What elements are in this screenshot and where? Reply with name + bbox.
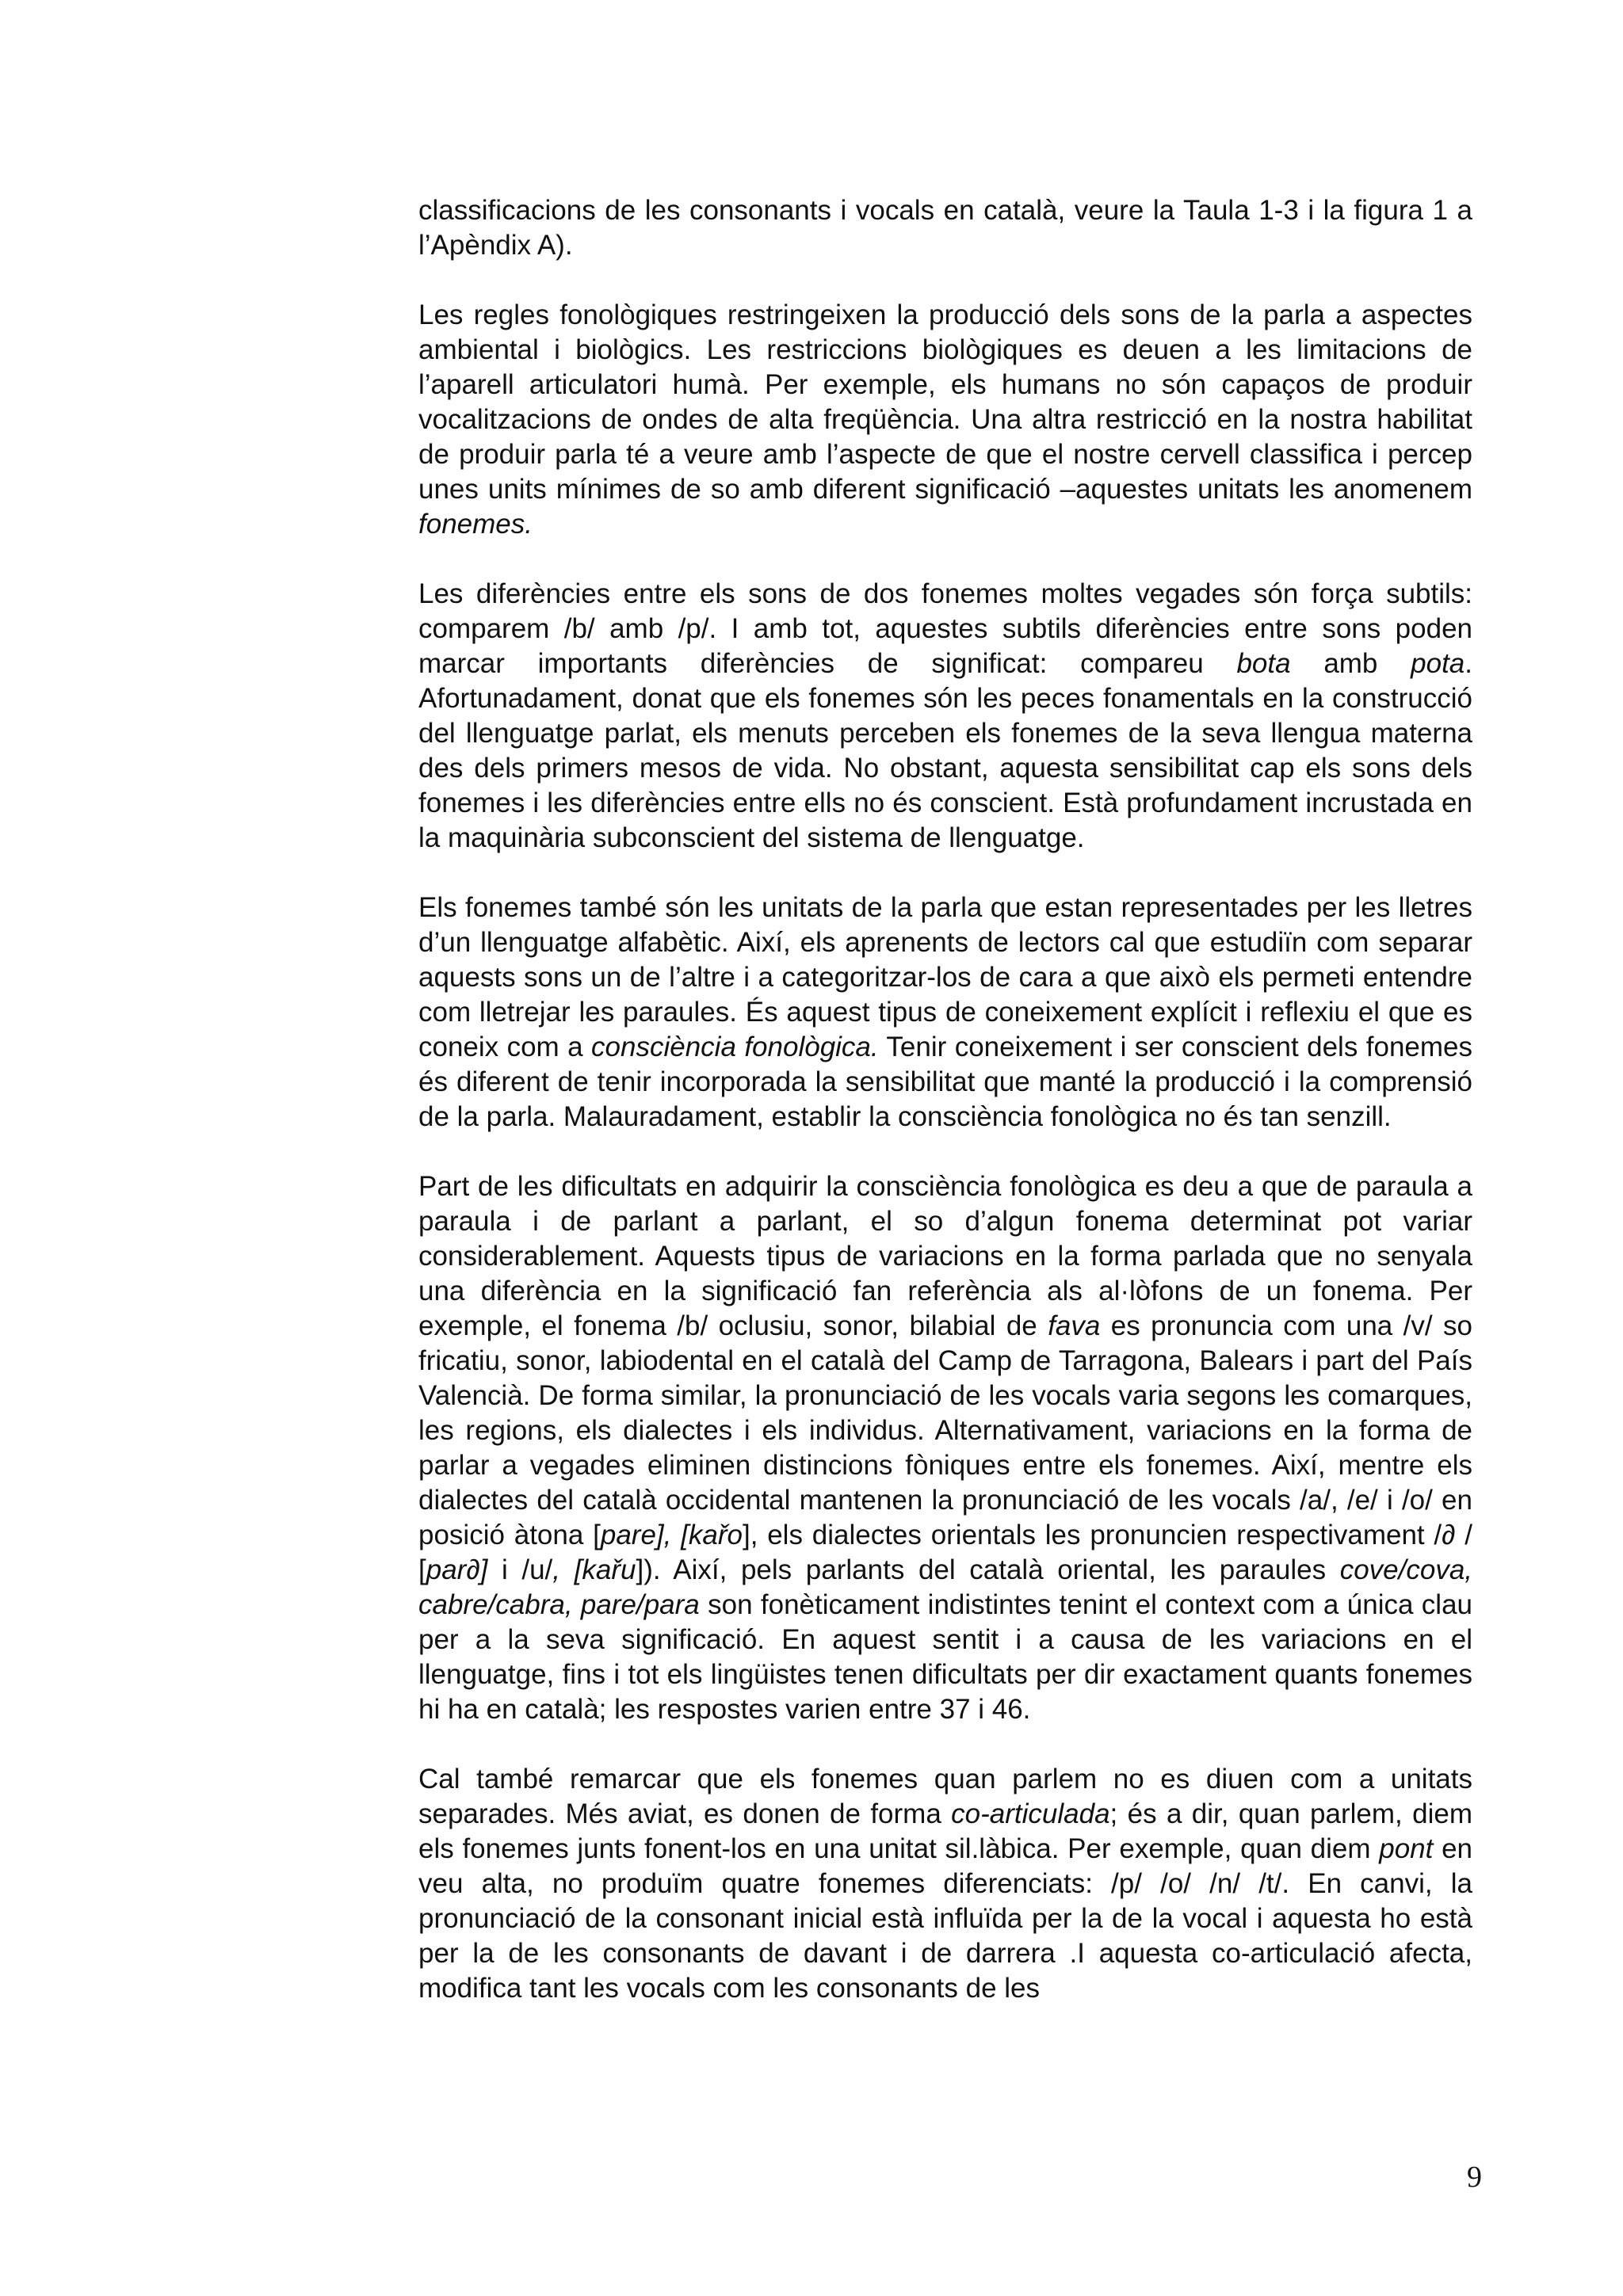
italic-text-run: par∂]: [426, 1554, 488, 1585]
italic-text-run: , [kařu: [552, 1554, 636, 1585]
text-run: es pronuncia com una /v/ so fricatiu, sonor, labiodental en el català del Camp de Tarragona, Balears i part del País Valencià. De forma similar, la pronunciació de les vocals varia segons les comarques, les regions, els dialectes i els individus. Alternativament, variacions en la forma de parlar a vegades eliminen distincions fòniques entre els fonemes. Així, mentre els dialectes del català occidental mantenen la pronunciació de les vocals /a/, /e/ i /o/ en posició àtona [: [418, 1310, 1473, 1550]
paragraph-4: [418, 891, 1472, 1135]
italic-text-run: co-articulada: [951, 1798, 1110, 1829]
paragraph-1: [418, 193, 1472, 263]
text-run: . Afortunadament, donat que els fonemes són les peces fonamentals en la construcció del llenguatge parlat, els menuts perceben els fonemes de la seva llengua materna des dels primers mesos de vida. No obstant, aquesta sensibilitat cap els sons dels fonemes i les diferències entre ells no és conscient. Està profundament incrustada en la maquinària subconscient del sistema de llenguatge.: [418, 648, 1472, 853]
text-run: Part de les dificultats en adquirir la consciència fonològica es deu a que de paraula a paraula i de parlant a parlant, el so d’algun fonema determinat pot variar considerablement. Aquests tipus de variacions en la forma parlada que no senyala una diferència en la significació fan referència als al·lòfons de un fonema. Per exemple, el fonema /b/ oclusiu, sonor, bilabial de: [418, 1171, 1472, 1341]
text-run: Els fonemes també són les unitats de la parla que estan representades per les lletres d’un llenguatge alfabètic. Així, els aprenents de lectors cal que estudiïn com separar aquests sons un de l’altre i a categoritzar-los de cara a que això els permeti entendre com lletrejar les paraules. És aquest tipus de coneixement explícit i reflexiu el que es coneix com a: [418, 892, 1472, 1062]
text-run: Tenir coneixement i ser conscient dels fonemes és diferent de tenir incorporada la sensibilitat que manté la producció i la comprensió de la parla. Malauradament, establir la consciència fonològica no és tan senzill.: [418, 1032, 1472, 1132]
text-run: Cal també remarcar que els fonemes quan parlem no es diuen com a unitats separades. Més aviat, es donen de forma: [418, 1764, 1472, 1829]
italic-text-run: ∂: [1442, 1520, 1456, 1550]
paragraph-6: [418, 1762, 1472, 2006]
italic-text-run: pont: [1379, 1833, 1434, 1864]
text-run: ; és a dir, quan parlem, diem els fonemes junts fonent-los en una unitat sil.làbica. Per exemple, quan diem: [418, 1798, 1472, 1864]
text-run: Les regles fonològiques restringeixen la producció dels sons de la parla a aspectes ambiental i biològics. Les restriccions biològiques es deuen a les limitacions de l’aparell articulatori humà. Per exemple, els humans no són capaços de produir vocalitzacions de ondes de alta freqüència. Una altra restricció en la nostra habilitat de produir parla té a veure amb l’aspecte de que el nostre cervell classifica i percep unes units mínimes de so amb diferent significació –aquestes unitats les anomenem: [418, 299, 1472, 505]
italic-text-run: consciència fonològica.: [591, 1032, 879, 1062]
text-run: son fonèticament indistintes tenint el context com a única clau per a la seva significació. En aquest sentit i a causa de les variacions en el llenguatge, fins i tot els lingüistes tenen dificultats per dir exactament quants fonemes hi ha en català; les respostes varien entre 37 i 46.: [418, 1589, 1473, 1725]
italic-text-run: pare], [kařo: [600, 1520, 743, 1550]
paragraph-5: [418, 1169, 1472, 1727]
italic-text-run: cove/cova, cabre/cabra, pare/para: [418, 1554, 1473, 1620]
text-run: i /u/: [487, 1554, 553, 1585]
paragraph-2: [418, 298, 1472, 542]
italic-text-run: fava: [1048, 1310, 1101, 1341]
italic-text-run: fonemes.: [418, 509, 533, 540]
italic-text-run: bota: [1236, 648, 1291, 679]
italic-text-run: pota: [1411, 648, 1465, 679]
text-run: ]). Així, pels parlants del català oriental, les paraules: [636, 1554, 1340, 1585]
page-body: [418, 193, 1472, 2041]
text-run: en veu alta, no produïm quatre fonemes diferenciats: /p/ /o/ /n/ /t/. En canvi, la pronunciació de la consonant inicial està influïda per la de la vocal i aquesta ho està per la de les consonants de davant i de darrera .I aquesta co-articulació afecta, modifica tant les vocals com les consonants de les: [418, 1833, 1472, 2004]
text-run: / [: [418, 1520, 1472, 1585]
page-number: 9: [1467, 2161, 1482, 2194]
text-run: Les diferències entre els sons de dos fonemes moltes vegades són força subtils: comparem /b/ amb /p/. I amb tot, aquestes subtils diferències entre sons poden marcar importants diferències de significat: compareu: [418, 578, 1472, 679]
paragraph-3: [418, 577, 1472, 856]
text-run: amb: [1290, 648, 1411, 679]
text-run: ], els dialectes orientals les pronuncien respectivament /: [742, 1520, 1442, 1550]
text-run: classificacions de les consonants i vocals en català, veure la Taula 1-3 i la figura 1 a l’Apèndix A).: [418, 195, 1472, 261]
